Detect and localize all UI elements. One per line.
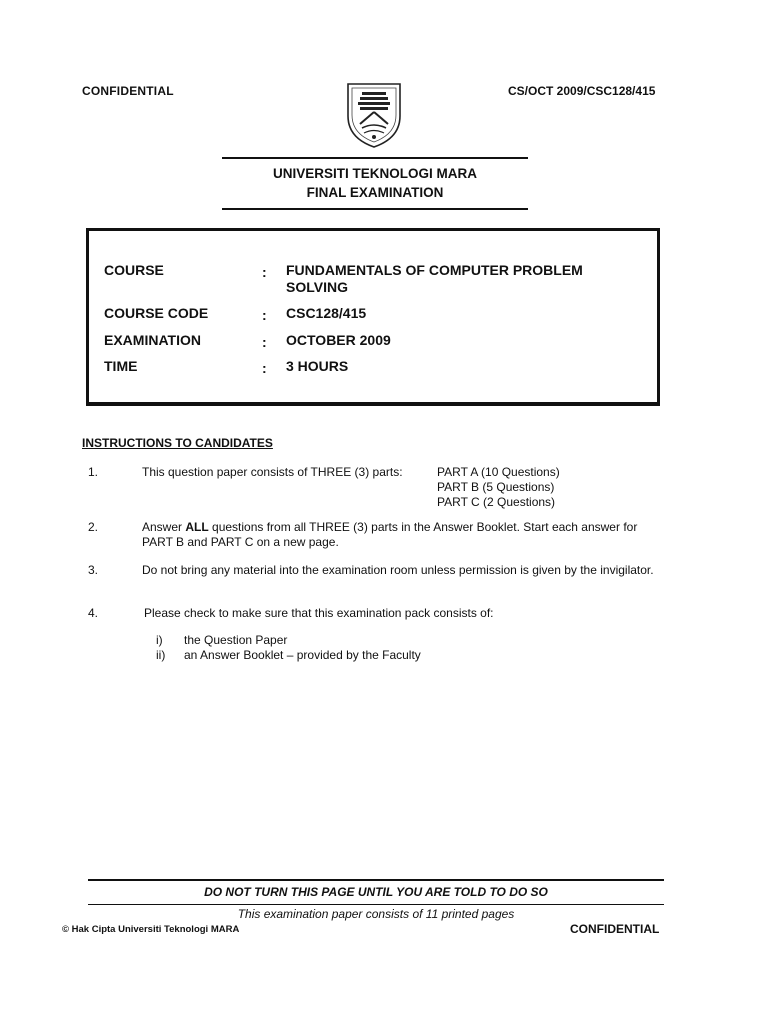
instruction-3-number: 3. [88, 563, 99, 577]
instruction-3-text: Do not bring any material into the examination room unless permission is given by the invigilator. [142, 563, 654, 577]
do-not-turn-warning: DO NOT TURN THIS PAGE UNTIL YOU ARE TOLD TO DO SO [204, 885, 548, 899]
examination-value: OCTOBER 2009 [286, 332, 391, 348]
instruction-4-number: 4. [88, 606, 99, 620]
course-code-value: CSC128/415 [286, 305, 367, 321]
university-crest-icon [342, 80, 406, 150]
sublist-text-2: an Answer Booklet – provided by the Faculty [184, 648, 421, 662]
copyright-notice: © Hak Cipta Universiti Teknologi MARA [62, 924, 240, 935]
instruction-1-text: This question paper consists of THREE (3) parts: [142, 465, 403, 479]
instruction-1-parts [437, 465, 560, 510]
sublist-text-1: the Question Paper [184, 633, 288, 647]
time-label: TIME [104, 358, 138, 374]
instruction-2-text [142, 520, 666, 550]
examination-label: EXAMINATION [104, 332, 201, 348]
footer-rule-bottom [88, 904, 664, 905]
course-value-line1: FUNDAMENTALS OF COMPUTER PROBLEM [286, 262, 583, 278]
page-count-note: This examination paper consists of 11 printed pages [237, 907, 515, 921]
footer-confidential: CONFIDENTIAL [570, 922, 660, 936]
course-label: COURSE [104, 262, 164, 278]
instruction-2-post: questions from all THREE (3) parts in the Answer Booklet. Start each answer for PART B and PART C on a new page. [142, 520, 638, 549]
course-colon: : [262, 264, 267, 280]
footer-rule-top [88, 879, 664, 881]
exam-type: FINAL EXAMINATION [306, 185, 444, 200]
list-item [156, 648, 421, 663]
sublist-roman-2: ii) [156, 648, 166, 662]
instruction-4-sublist [156, 633, 421, 663]
instruction-1-number: 1. [88, 465, 99, 479]
instruction-2-pre: Answer [142, 520, 186, 534]
header-confidential: CONFIDENTIAL [82, 84, 174, 98]
course-code-label: COURSE CODE [104, 305, 209, 321]
instruction-4-text: Please check to make sure that this examination pack consists of: [144, 606, 494, 620]
time-colon: : [262, 360, 267, 376]
title-rule-top [222, 157, 528, 159]
instruction-2-emphasis: ALL [185, 520, 209, 534]
list-item [156, 633, 421, 648]
examination-colon: : [262, 334, 267, 350]
instruction-2-number: 2. [88, 520, 99, 534]
part-c: PART C (2 Questions) [437, 495, 556, 509]
course-value-line2: SOLVING [286, 279, 348, 295]
header-paper-code: CS/OCT 2009/CSC128/415 [508, 84, 656, 98]
instructions-heading: INSTRUCTIONS TO CANDIDATES [82, 436, 273, 450]
part-a: PART A (10 Questions) [437, 465, 560, 479]
university-name: UNIVERSITI TEKNOLOGI MARA [272, 166, 477, 181]
course-code-colon: : [262, 307, 267, 323]
sublist-roman-1: i) [156, 633, 163, 647]
time-value: 3 HOURS [286, 358, 349, 374]
title-rule-bottom [222, 208, 528, 210]
part-b: PART B (5 Questions) [437, 480, 555, 494]
